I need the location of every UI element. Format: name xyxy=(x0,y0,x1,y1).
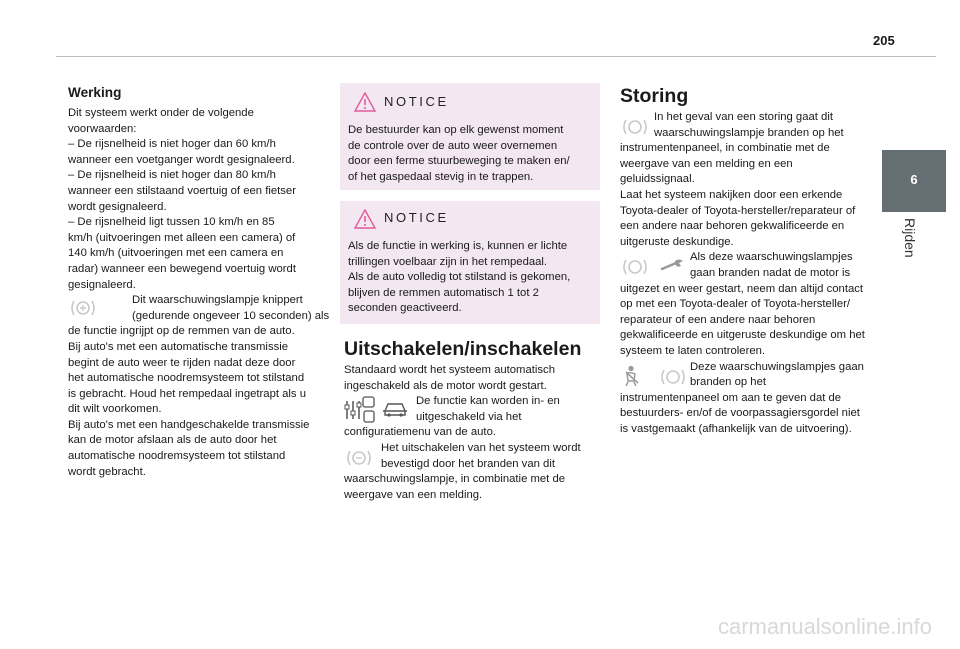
pcs-warning-icon xyxy=(68,298,98,324)
notice-body xyxy=(348,123,596,185)
uitschakelen-body xyxy=(344,363,600,503)
notice-body xyxy=(348,239,596,317)
section-heading-storing: Storing xyxy=(620,85,689,107)
text-line: De bestuurder kan op elk gewenst moment xyxy=(348,124,564,136)
text-line: radar) wanneer een bewegend voertuig wordt xyxy=(68,262,296,275)
text-line: km/h (uitvoeringen met alleen een camera) of xyxy=(68,231,296,244)
text-line: (gedurende ongeveer 10 seconden) als xyxy=(132,309,330,322)
seatbelt-icon xyxy=(622,365,644,393)
text-line: door een ferme stuurbeweging te maken en/ xyxy=(348,155,570,168)
text-line: reparateur of een andere naar behoren xyxy=(620,313,816,326)
text-line: Dit waarschuwingslampje knippert xyxy=(132,294,303,307)
text-line: Toyota-dealer of Toyota-hersteller/reparateur of xyxy=(620,204,856,217)
text-line: – De rijsnelheid is niet hoger dan 80 km/h xyxy=(68,169,276,182)
text-line: is gebracht. Houd het rempedaal ingetrapt als u xyxy=(68,387,307,400)
text-line: kan de motor afslaan als de auto door het xyxy=(68,434,277,447)
text-line: gesignaleerd. xyxy=(68,278,136,291)
pcs-malfunction-icon xyxy=(620,257,650,283)
text-line: wanneer een voetganger wordt gesignaleerd. xyxy=(68,153,295,166)
text-line: geluidssignaal. xyxy=(620,173,695,186)
section-heading-werking: Werking xyxy=(68,85,122,100)
text-line: De functie kan worden in- en xyxy=(416,395,560,408)
text-line: dit wilt voorkomen. xyxy=(68,403,162,416)
chapter-number: 6 xyxy=(910,172,918,187)
text-line: gekwalificeerde en uitgeruste deskundige om het xyxy=(620,329,865,342)
text-line: gaan branden nadat de motor is xyxy=(690,266,851,279)
chapter-label: Rijden xyxy=(902,218,918,258)
text-line: het automatische noodremsysteem tot stilstand xyxy=(68,372,305,385)
text-line: – De rijsnelheid is niet hoger dan 60 km/h xyxy=(68,138,276,151)
text-line: seconden geactiveerd. xyxy=(348,302,462,315)
text-line: de functie ingrijpt op de remmen van de auto. xyxy=(68,325,295,338)
text-line: wordt gesignaleerd. xyxy=(68,200,167,213)
text-line: bevestigd door het branden van dit xyxy=(381,457,555,470)
text-line: trillingen voelbaar zijn in het rempedaal. xyxy=(348,255,548,268)
text-line: 140 km/h (uitvoeringen met een camera en xyxy=(68,247,284,260)
text-line: systeem te laten controleren. xyxy=(620,344,766,357)
text-line: branden op het xyxy=(690,376,767,389)
text-line: wordt gebracht. xyxy=(68,465,146,478)
text-line: een andere naar behoren gekwalificeerde en xyxy=(620,220,845,233)
text-line: Als de auto volledig tot stilstand is gekomen, xyxy=(348,271,571,284)
text-line: Laat het systeem nakijken door een erkende xyxy=(620,188,843,201)
watermark: carmanualsonline.info xyxy=(717,614,932,639)
text-line: Standaard wordt het systeem automatisch xyxy=(344,364,555,376)
text-line: uitgeschakeld via het xyxy=(416,410,522,423)
text-line: configuratiemenu van de auto. xyxy=(344,426,496,439)
settings-menu-icon xyxy=(344,395,376,431)
text-line: Deze waarschuwingslampjes gaan xyxy=(690,360,864,373)
text-line: Bij auto's met een handgeschakelde transmissie xyxy=(68,418,310,431)
notice-box-2 xyxy=(340,201,600,324)
text-line: voorwaarden: xyxy=(68,122,137,135)
warning-triangle-icon xyxy=(354,92,376,117)
text-line: Bij auto's met een automatische transmissie xyxy=(68,340,289,353)
warning-triangle-icon xyxy=(354,209,376,234)
section-heading-uitschakelen: Uitschakelen/inschakelen xyxy=(344,338,582,360)
pcs-malfunction-icon xyxy=(620,117,650,143)
text-line: – De rijsnelheid ligt tussen 10 km/h en 85 xyxy=(68,216,275,229)
page-number: 205 xyxy=(873,33,895,48)
text-line: Het uitschakelen van het systeem wordt xyxy=(381,441,581,454)
text-line: Als de functie in werking is, kunnen er lichte xyxy=(348,240,568,252)
text-line: ingeschakeld als de motor wordt gestart. xyxy=(344,379,547,392)
text-line: op met een Toyota-dealer of Toyota-hersteller/ xyxy=(620,298,851,311)
text-line: weergave van een melding en een xyxy=(620,157,793,170)
car-icon xyxy=(382,400,408,424)
text-line: uitgeruste deskundige. xyxy=(620,235,734,248)
pcs-off-icon xyxy=(344,448,374,474)
text-line: In het geval van een storing gaat dit xyxy=(654,111,833,123)
werking-body xyxy=(68,106,330,480)
header-divider xyxy=(56,56,936,57)
text-line: uitgezet en weer gestart, neem dan altijd contact xyxy=(620,282,864,295)
text-line: Dit systeem werkt onder de volgende xyxy=(68,107,254,119)
text-line: waarschuwingslampje branden op het xyxy=(654,126,844,139)
notice-title: NOTICE xyxy=(384,210,449,225)
text-line: bestuurders- en/of de voorpassagiersgordel niet xyxy=(620,407,860,420)
wrench-icon xyxy=(660,258,686,278)
text-line: waarschuwingslampje, in combinatie met de xyxy=(344,473,566,486)
notice-box-1 xyxy=(340,83,600,190)
notice-title: NOTICE xyxy=(384,94,449,109)
text-line: wanneer een stilstaand voertuig of een fietser xyxy=(68,184,296,197)
text-line: is vastgemaakt (afhankelijk van de uitvoering). xyxy=(620,422,852,435)
text-line: blijven de remmen automatisch 1 tot 2 xyxy=(348,286,539,299)
text-line: instrumentenpaneel om aan te geven dat de xyxy=(620,391,842,404)
text-line: automatische noodremsysteem tot stilstand xyxy=(68,450,286,463)
text-line: weergave van een melding. xyxy=(344,488,483,501)
text-line: of het gaspedaal stevig in te trappen. xyxy=(348,170,534,183)
text-line: instrumentenpaneel, in combinatie met de xyxy=(620,142,830,155)
text-line: Als deze waarschuwingslampjes xyxy=(690,251,853,264)
text-line: de controle over de auto weer overnemen xyxy=(348,139,558,152)
storing-body xyxy=(620,110,882,437)
text-line: begint de auto weer te rijden nadat deze door xyxy=(68,356,296,369)
pcs-malfunction-icon xyxy=(658,367,688,393)
